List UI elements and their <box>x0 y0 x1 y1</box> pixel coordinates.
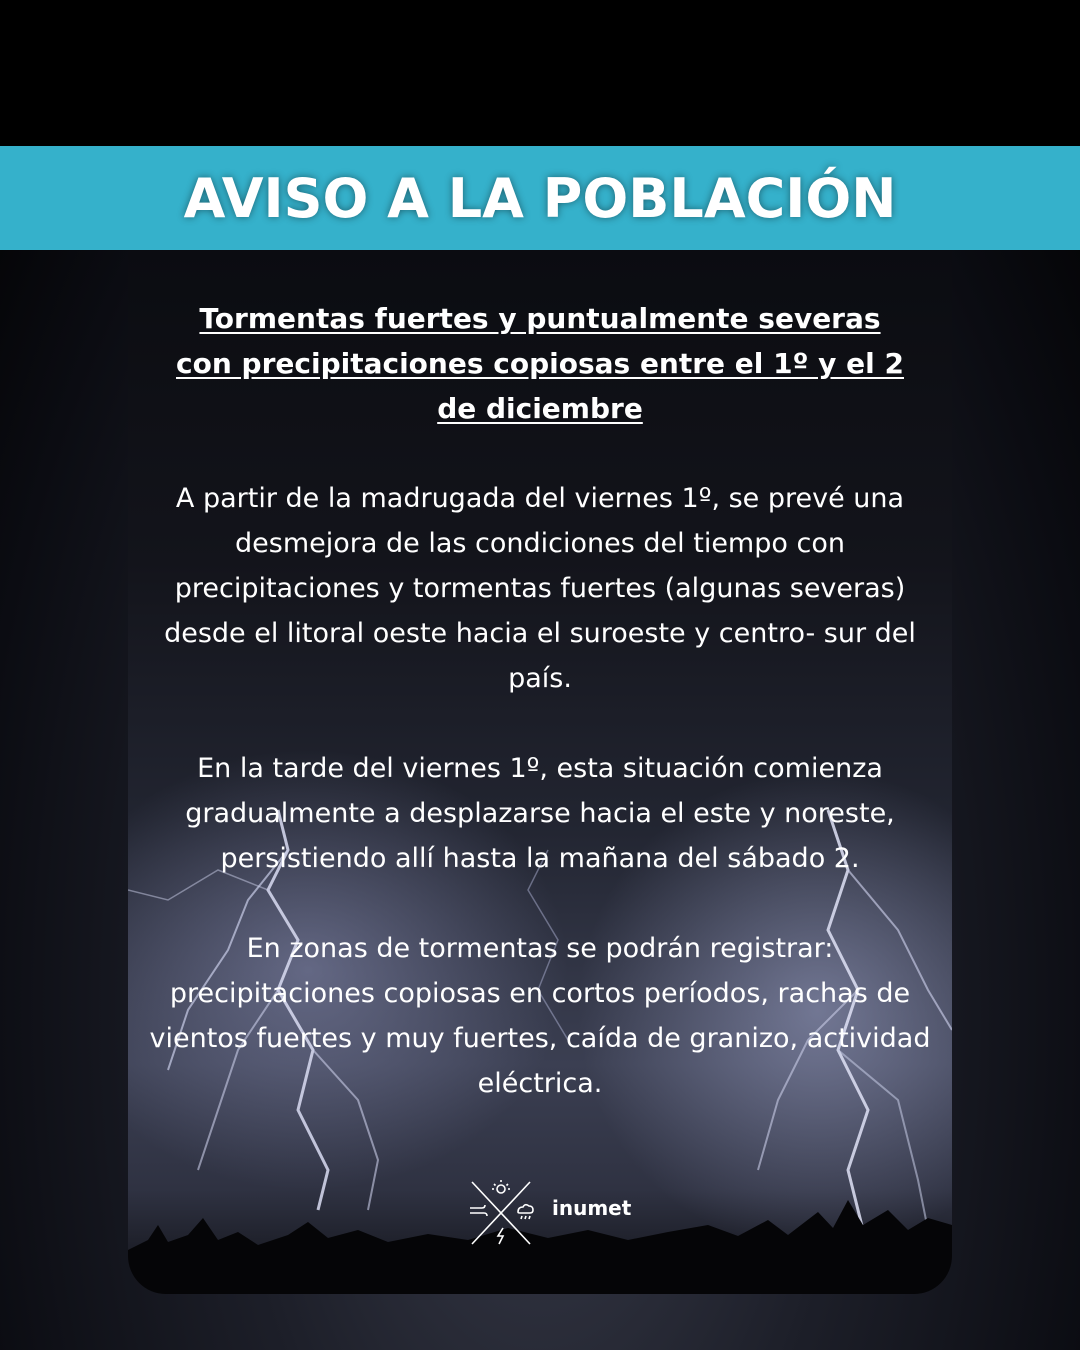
inumet-weather-logo-icon <box>466 1178 536 1248</box>
top-black-band <box>0 0 1080 146</box>
notice-heading: Tormentas fuertes y puntualmente severas con precipitaciones copiosas entre el 1º y el 2 de diciembre <box>176 302 904 425</box>
notice-paragraph-1: A partir de la madrugada del viernes 1º, se prevé una desmejora de las condiciones del tiempo con precipitaciones y tormentas fuertes (algunas severas) desde el litoral oeste hacia el suroeste y centro- sur del país. <box>164 483 916 694</box>
banner-title: AVISO A LA POBLACIÓN <box>183 166 897 230</box>
header-banner <box>0 146 1080 250</box>
notice-paragraph-2: En la tarde del viernes 1º, esta situación comienza gradualmente a desplazarse hacia el este y noreste, persistiendo allí hasta la mañana del sábado 2. <box>185 753 895 874</box>
notice-paragraph-3: En zonas de tormentas se podrán registrar: precipitaciones copiosas en cortos períodos, rachas de vientos fuertes y muy fuertes, caída de granizo, actividad eléctrica. <box>149 933 931 1099</box>
inumet-brand-name: inumet <box>552 1196 632 1220</box>
notice-content <box>128 296 952 1106</box>
